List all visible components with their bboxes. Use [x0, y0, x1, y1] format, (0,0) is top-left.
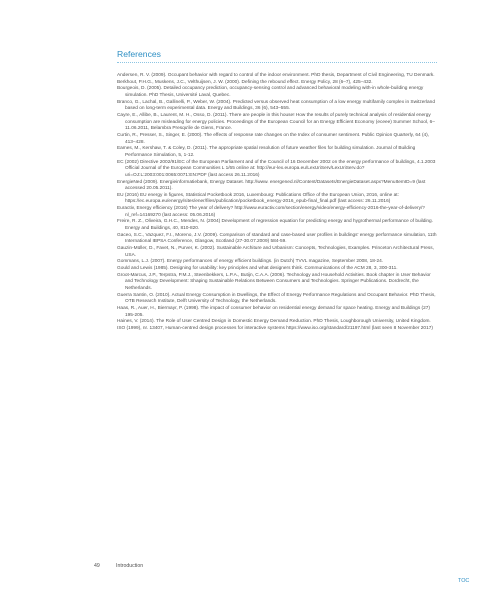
reference-item: ISO (1999), nr. 13407, Human-centred design processes for interactive systems https://www.iso.org/standard/21197.html (last seen 8 November 2017) — [117, 325, 433, 331]
reference-item: EnergieNed (2009). Energieinformatiebank, Energy Dataset. http://www. energened.nl/Content/Datasets/EnergieDataset.aspx?MenuItemID=9 (last accessed 20.05.2011). — [117, 179, 426, 192]
reference-list — [117, 73, 437, 333]
reference-item: Branco, G., Lachal, B., Gallinelli, P., Weber, W. (2004). Predicted versus observed heat consumption of a low energy multifamily complex in Switzerland based on long-term experimental data. Energy and Buildings, 36 (6), 543–555. — [117, 99, 435, 112]
reference-item: Freire, R. Z., Oliveira, G.H.C., Mendes, N. (2004) Development of regression equation for predicting energy and hygrothermal performance of building. Energy and Buildings, 40, 810-820. — [117, 219, 434, 232]
page-title: References — [117, 49, 161, 59]
reference-item: Groot-Marcus, J.P., Terpstra, P.M.J., Steenbekkers, L.P.A., Butijn, C.A.A. (2006). Technology and Household Activities. Book chapter in User Behavior and Technology Development: Shaping Sustainable Relations Between Consumers and Technologies. Springer Publications. Dordrecht, the Netherlands. — [117, 272, 431, 291]
reference-item: Bourgeois, D. (2005). Detailed occupancy prediction, occupancy-sensing control and advanced behavioral modeling with-in whole-building energy simulation. PhD Thesis, Université Laval, Quebec. — [117, 86, 424, 98]
page-footer — [94, 563, 143, 569]
reference-item: EU (2016) EU energy in figures, Statistical Pocketbook 2016, Luxembourg: Publications Office of the European Union, 2016, online at: https://ec.europa.eu/energy/sites/ener/files/publication/pocketbook_energy-2016_epub-final_final.pdf (last access: 26.11.2016) — [117, 192, 399, 205]
reference-item: Cayre, E., Allibe, B., Laurent, M. H., Osso, D. (2011). There are people in this house! How the results of purely technical analysis of residential energy consumption are misleading for energy policies. Proceedings of the European Council for an Energy Efficient Economy (eceee) Summer School, 6–11.06.2011, Belambra Presqu'ile de Giens, France. — [117, 112, 435, 132]
reference-item: Haines, V. (2014). The Role of User Centred Design in Domestic Energy Demand Reduction. PhD Thesis, Loughborough University, United Kingdom. — [117, 319, 431, 325]
page-number: 49 — [94, 563, 100, 569]
reference-item: Haas, R., Auer, H., Biermayr, P. (1998). The impact of consumer behavior on residential energy demand for space heating. Energy and Buildings (27) 195-205. — [117, 305, 430, 318]
reference-item: Andersen, R. V. (2009). Occupant behavior with regard to control of the indoor environment. PhD thesis, Department of Civil Engineering, TU Denmark. — [117, 73, 435, 78]
reference-item: Berkhout, P.H.G., Muskens, J.C., Velthuijsen, J. W. (2000). Defining the rebound effect. Energy Policy, 28 (6–7), 425–432. — [117, 79, 373, 85]
reference-item: Curtin, R., Presser, S., Singer, E. (2000). The effects of response rate changes on the Index of consumer sentiment. Public Opinion Quarterly, 64 (4), 413–428. — [117, 132, 430, 145]
reference-item: Guerra Santin, O. (2010). Actual Energy Consumption in Dwellings, the Effect of Energy Performance Regulations and Occupant Behavior. PhD Thesis, OTB Research Institute, Delft University of Technology, the Netherlands. — [117, 292, 436, 305]
heading-divider — [117, 62, 437, 63]
reference-item: Gaceo, S.C., Vazquez, F.I., Moreno, J.V. (2009). Comparison of standard and case-based user profiles in buildings' energy performance simulation, 11th International IBPSA Conference, Glasgow, Scotland (27-30.07.2009) 584-59. — [117, 232, 437, 245]
reference-item: Gould and Lewis (1985). Designing for usability: key principles and what designers think. Communications of the ACM 28, 3, 300-311. — [117, 266, 398, 272]
footer-section-label: Introduction — [116, 563, 144, 569]
reference-item: Euractiv, Energy efficiency (2016) The year of delivery? http://www.euractiv.com/section/energy/video/energy-efficiency-2016-the-year-of-delivery/?nl_ref=14169270 (last access: 05.06.2016) — [117, 206, 425, 218]
toc-link[interactable]: TOC — [458, 578, 470, 584]
reference-item: Gommans, L.J. (2007). Energy performances of energy efficient buildings. (in Dutch) TVVL magazine, September 2008, 18-24. — [117, 259, 384, 265]
reference-item: Eames, M., Kershaw, T. & Coley, D. (2011). The appropriate spatial resolution of future weather files for building simulation. Journal of Building Performance Simulation, 5, 1-12. — [117, 146, 416, 158]
reference-item: EC (2002) Directive 2002/91/EC of the European Parliament and of the Council of 16 December 2002 on the energy performance of buildings, 4.1.2003 Official Journal of the European Communities L 1/65 online at: http://eur-lex.europa.eu/LexUriServ/LexUriServ.do?uri=OJ:L:2003:001:0065:0071:EN:PDF (last access 26.11.2016) — [117, 159, 436, 178]
reference-item: Gauzin-Müller, D., Favet, N., Purver, K. (2002). Sustainable Architure and Urbanism: Concepts, Technologies, Examples. Princeton Architectural Press, USA. — [117, 246, 434, 258]
